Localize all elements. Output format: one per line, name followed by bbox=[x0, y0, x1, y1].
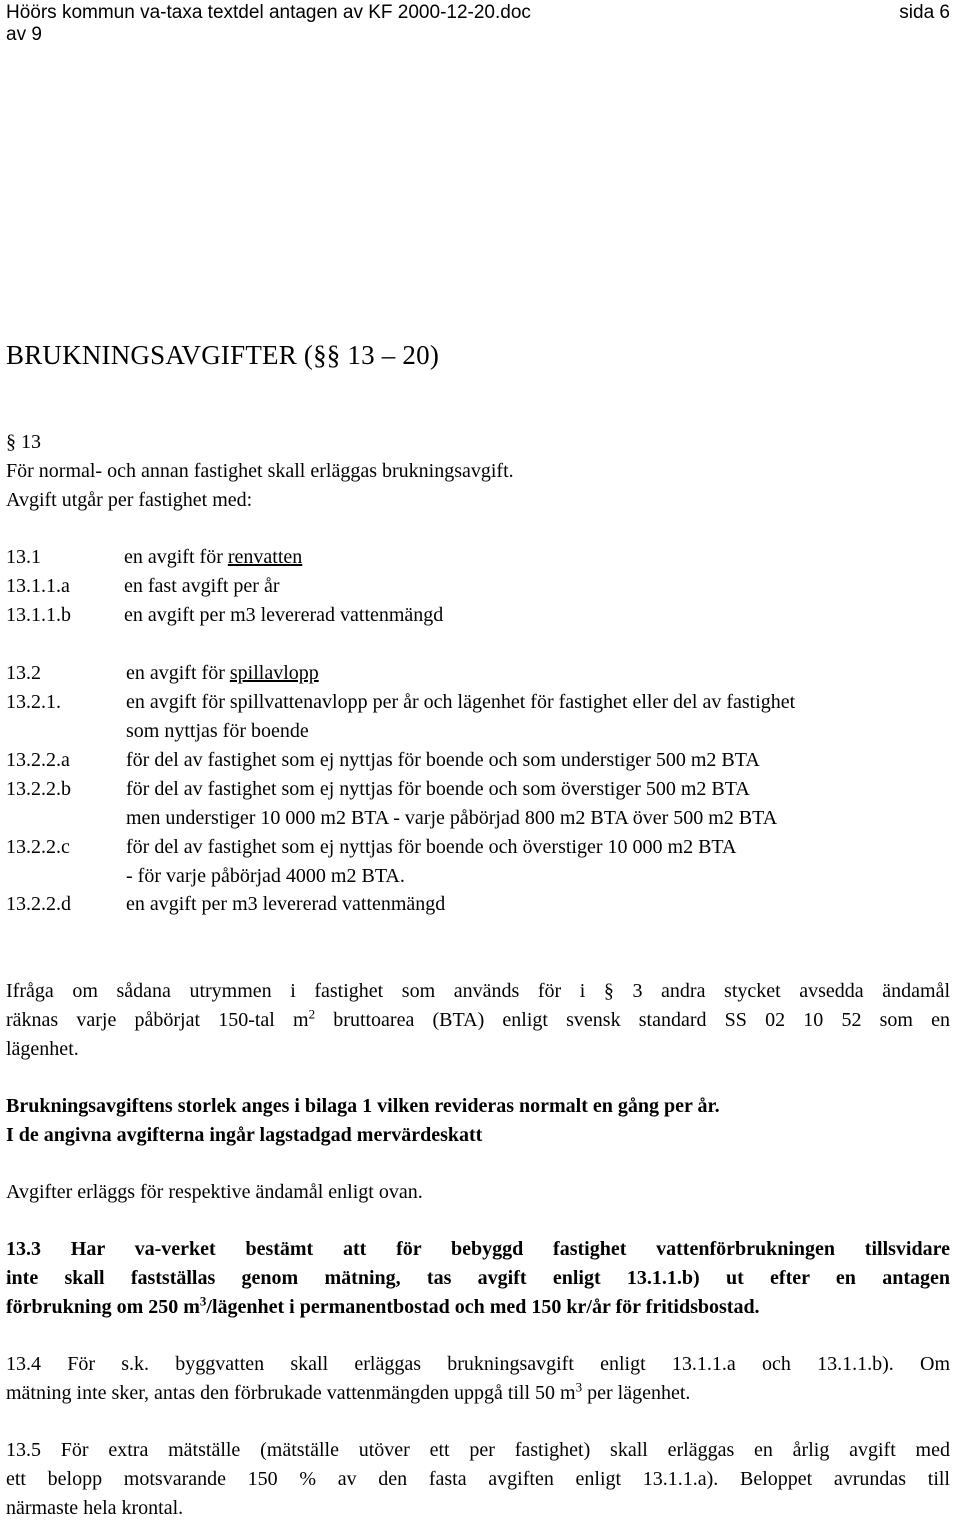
paragraph-line: inte skall fastställas genom mätning, tas avgift enligt 13.1.1.b) ut efter en antagen bbox=[6, 1267, 950, 1289]
item-code: 13.2.2.a bbox=[6, 749, 70, 771]
paragraph-13-3 bbox=[6, 1235, 950, 1322]
paragraph-13-4 bbox=[6, 1350, 950, 1408]
item-text bbox=[126, 659, 319, 687]
item-code: 13.2.2.b bbox=[6, 778, 71, 800]
paragraph-line: 13.3 Har va-verket bestämt att för bebyggd fastighet vattenförbrukningen tillsvidare bbox=[6, 1238, 950, 1260]
paragraph-line: mätning inte sker, antas den förbrukade vattenmängden uppgå till 50 $m^3$ per lägenhet. bbox=[6, 1379, 691, 1404]
paragraph-line: 13.5 För extra mätställe (mätställe utöver ett per fastighet) skall erläggas en årlig avgift med bbox=[6, 1439, 950, 1461]
item-text: för del av fastighet som ej nyttjas för boende och som överstiger 500 m2 BTA bbox=[126, 778, 750, 800]
item-text-continued: - för varje påbörjad 4000 m2 BTA. bbox=[126, 865, 405, 887]
item-text: för del av fastighet som ej nyttjas för boende och överstiger 10 000 m2 BTA bbox=[126, 836, 737, 858]
page-total: av 9 bbox=[6, 24, 42, 45]
renvatten-link[interactable]: renvatten bbox=[227, 546, 303, 568]
item-text bbox=[124, 543, 302, 571]
fees-paragraph: Avgifter erläggs för respektive ändamål enligt ovan. bbox=[6, 1181, 423, 1203]
item-text: en fast avgift per år bbox=[124, 575, 280, 597]
item-text: en avgift per m3 levererad vattenmängd bbox=[126, 893, 446, 915]
item-code: 13.1.1.a bbox=[6, 575, 70, 597]
item-text-prefix: en avgift för bbox=[126, 662, 230, 684]
section-title: BRUKNINGSAVGIFTER (§§ 13 – 20) bbox=[6, 340, 440, 370]
paragraph-symbol-heading: § 13 bbox=[6, 431, 41, 453]
paragraph-line: ett belopp motsvarande 150 % av den fasta avgiften enligt 13.1.1.a). Beloppet avrundas till bbox=[6, 1468, 950, 1490]
item-code: 13.1 bbox=[6, 546, 41, 568]
item-code: 13.1.1.b bbox=[6, 604, 71, 626]
fee-size-statement: Brukningsavgiftens storlek anges i bilaga 1 vilken revideras normalt en gång per år. bbox=[6, 1095, 720, 1117]
item-code: 13.2.2.c bbox=[6, 836, 70, 858]
intro-line-2: Avgift utgår per fastighet med: bbox=[6, 489, 253, 511]
page-number: sida 6 bbox=[899, 2, 950, 23]
paragraph-13-5 bbox=[6, 1436, 950, 1523]
paragraph-line: förbrukning om 250 $m^3$/lägenhet i permanentbostad och med 150 kr/år för fritidsbostad. bbox=[6, 1293, 760, 1318]
item-text-prefix: en avgift för bbox=[124, 546, 228, 568]
item-text: en avgift för spillvattenavlopp per år och lägenhet för fastighet eller del av fastighet bbox=[126, 691, 796, 713]
spillavlopp-link[interactable]: spillavlopp bbox=[229, 662, 319, 684]
intro-line-1: För normal- och annan fastighet skall erläggas brukningsavgift. bbox=[6, 460, 514, 482]
item-code: 13.2 bbox=[6, 662, 41, 684]
document-filename: Höörs kommun va-taxa textdel antagen av KF 2000-12-20.doc bbox=[6, 2, 531, 23]
item-code: 13.2.1. bbox=[6, 691, 61, 713]
paragraph-line: 13.4 För s.k. byggvatten skall erläggas brukningsavgift enligt 13.1.1.a och 13.1.1.b). Om bbox=[6, 1353, 950, 1375]
paragraph-line: räknas varje påbörjat 150-tal $m^2$ bruttoarea (BTA) enligt svensk standard SS 02 10 52 som en bbox=[6, 1006, 951, 1031]
item-text: en avgift per m3 levererad vattenmängd bbox=[124, 604, 444, 626]
paragraph-line: Ifråga om sådana utrymmen i fastighet som används för i § 3 andra stycket avsedda ändamål bbox=[6, 980, 950, 1002]
paragraph-line: lägenhet. bbox=[6, 1038, 79, 1060]
item-text-continued: men understiger 10 000 m2 BTA - varje påbörjad 800 m2 BTA över 500 m2 BTA bbox=[126, 807, 778, 829]
paragraph-room-usage bbox=[6, 977, 950, 1064]
item-text: för del av fastighet som ej nyttjas för boende och som understiger 500 m2 BTA bbox=[126, 749, 760, 771]
vat-statement: I de angivna avgifterna ingår lagstadgad mervärdeskatt bbox=[6, 1124, 483, 1146]
item-text-continued: som nyttjas för boende bbox=[126, 720, 309, 742]
paragraph-line: närmaste hela krontal. bbox=[6, 1497, 184, 1519]
item-code: 13.2.2.d bbox=[6, 893, 71, 915]
